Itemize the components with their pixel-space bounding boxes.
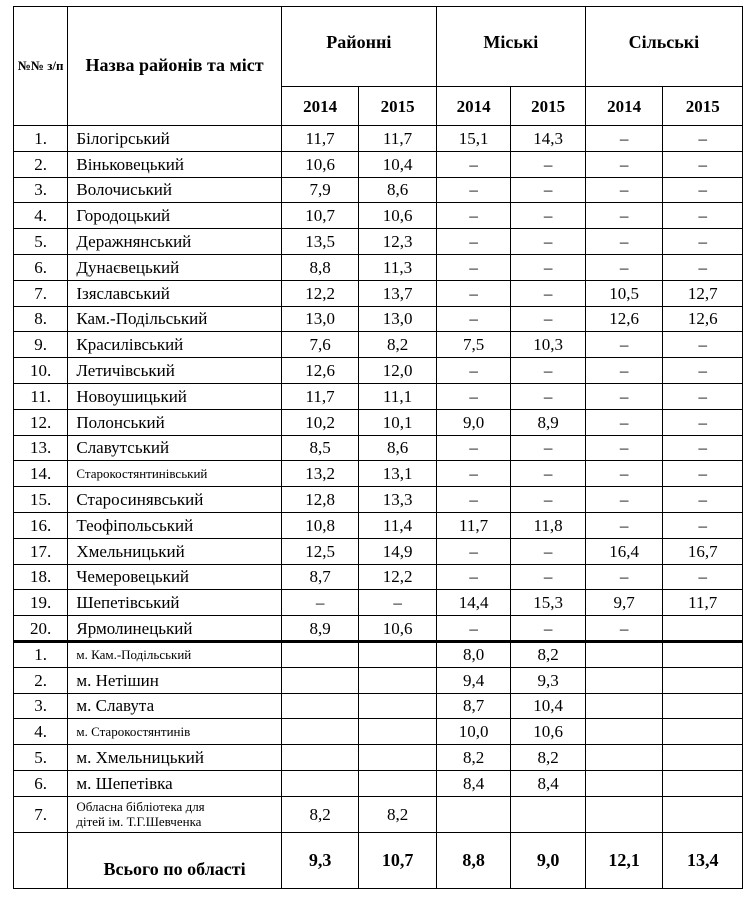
table-row	[14, 719, 743, 745]
value-cell: 9,4	[436, 667, 511, 693]
value-cell: –	[511, 461, 586, 487]
total-value: 12,1	[585, 832, 663, 888]
row-number: 8.	[14, 306, 68, 332]
header-number: №№ з/п	[14, 7, 68, 126]
value-cell	[281, 641, 359, 667]
table-row	[14, 770, 743, 796]
table-row	[14, 538, 743, 564]
value-cell: –	[585, 151, 663, 177]
value-cell: 13,0	[359, 306, 437, 332]
value-cell: –	[585, 126, 663, 152]
value-cell: 8,6	[359, 435, 437, 461]
row-number	[14, 832, 68, 888]
value-cell: 11,4	[359, 512, 437, 538]
row-name: Городоцький	[68, 203, 281, 229]
value-cell	[281, 745, 359, 771]
row-name: Новоушицький	[68, 383, 281, 409]
value-cell: –	[585, 461, 663, 487]
table-row	[14, 383, 743, 409]
value-cell	[436, 796, 511, 832]
value-cell: 7,6	[281, 332, 359, 358]
statistics-table	[13, 6, 743, 889]
row-number: 4.	[14, 719, 68, 745]
value-cell: 10,6	[359, 616, 437, 642]
value-cell	[585, 719, 663, 745]
value-cell: 15,3	[511, 590, 586, 616]
value-cell	[663, 616, 743, 642]
value-cell: 10,4	[359, 151, 437, 177]
row-number: 1.	[14, 126, 68, 152]
value-cell: 15,1	[436, 126, 511, 152]
value-cell: 10,2	[281, 409, 359, 435]
table-row	[14, 693, 743, 719]
value-cell: –	[436, 538, 511, 564]
table-row	[14, 564, 743, 590]
row-name: Віньковецький	[68, 151, 281, 177]
value-cell: 12,2	[281, 280, 359, 306]
value-cell: –	[436, 203, 511, 229]
value-cell: –	[663, 358, 743, 384]
row-name: м. Хмельницький	[68, 745, 281, 771]
value-cell: –	[663, 177, 743, 203]
value-cell: –	[436, 564, 511, 590]
value-cell	[663, 796, 743, 832]
value-cell: 13,0	[281, 306, 359, 332]
row-number: 1.	[14, 641, 68, 667]
value-cell: 10,8	[281, 512, 359, 538]
value-cell: 8,7	[436, 693, 511, 719]
value-cell: 10,3	[511, 332, 586, 358]
table-row	[14, 280, 743, 306]
table-row	[14, 487, 743, 513]
row-number: 4.	[14, 203, 68, 229]
value-cell	[663, 770, 743, 796]
row-number: 3.	[14, 693, 68, 719]
row-name: Старокостянтинівський	[68, 461, 281, 487]
table-row	[14, 254, 743, 280]
value-cell: –	[585, 512, 663, 538]
value-cell: 7,5	[436, 332, 511, 358]
value-cell	[663, 745, 743, 771]
table-row	[14, 409, 743, 435]
value-cell: 10,1	[359, 409, 437, 435]
value-cell: –	[585, 487, 663, 513]
row-name-line: дітей ім. Т.Г.Шевченка	[76, 814, 202, 830]
value-cell: 10,6	[281, 151, 359, 177]
value-cell	[663, 719, 743, 745]
row-number: 14.	[14, 461, 68, 487]
row-name: Дунаєвецький	[68, 254, 281, 280]
value-cell	[511, 796, 586, 832]
value-cell: 13,2	[281, 461, 359, 487]
row-name	[68, 796, 281, 832]
total-value: 9,3	[281, 832, 359, 888]
row-number: 5.	[14, 745, 68, 771]
row-name: Теофіпольський	[68, 512, 281, 538]
value-cell: –	[663, 332, 743, 358]
total-value: 10,7	[359, 832, 437, 888]
value-cell: 12,7	[663, 280, 743, 306]
row-name: Старосинявський	[68, 487, 281, 513]
value-cell: –	[663, 487, 743, 513]
value-cell: 8,8	[281, 254, 359, 280]
value-cell: 13,3	[359, 487, 437, 513]
value-cell: 9,7	[585, 590, 663, 616]
value-cell: –	[585, 229, 663, 255]
total-label: Всього по області	[68, 832, 281, 888]
value-cell: –	[585, 332, 663, 358]
header-name: Назва районів та міст	[68, 7, 281, 126]
value-cell: 11,7	[281, 383, 359, 409]
value-cell: –	[511, 564, 586, 590]
row-name: Полонський	[68, 409, 281, 435]
value-cell: –	[511, 151, 586, 177]
row-name: Шепетівський	[68, 590, 281, 616]
value-cell: –	[511, 383, 586, 409]
value-cell: –	[436, 254, 511, 280]
value-cell: 8,2	[511, 745, 586, 771]
value-cell: –	[663, 383, 743, 409]
total-value: 9,0	[511, 832, 586, 888]
value-cell: –	[511, 435, 586, 461]
header-district-libraries: Районні	[281, 7, 436, 87]
header-year: 2015	[663, 87, 743, 126]
value-cell	[359, 745, 437, 771]
value-cell: 8,9	[511, 409, 586, 435]
value-cell	[585, 796, 663, 832]
value-cell	[585, 667, 663, 693]
row-number: 3.	[14, 177, 68, 203]
value-cell: –	[436, 435, 511, 461]
value-cell: 10,0	[436, 719, 511, 745]
value-cell: 10,7	[281, 203, 359, 229]
total-value: 13,4	[663, 832, 743, 888]
table-row	[14, 358, 743, 384]
row-name-line: Обласна бібліотека для	[76, 798, 205, 814]
value-cell: 12,2	[359, 564, 437, 590]
value-cell: –	[436, 487, 511, 513]
value-cell: –	[663, 435, 743, 461]
value-cell: –	[436, 229, 511, 255]
value-cell: –	[663, 512, 743, 538]
value-cell: –	[585, 564, 663, 590]
value-cell: 12,6	[663, 306, 743, 332]
row-name: Чемеровецький	[68, 564, 281, 590]
value-cell: –	[585, 409, 663, 435]
header-year: 2014	[281, 87, 359, 126]
row-number: 17.	[14, 538, 68, 564]
value-cell: –	[436, 383, 511, 409]
row-name: Волочиський	[68, 177, 281, 203]
value-cell: –	[281, 590, 359, 616]
value-cell: –	[511, 358, 586, 384]
value-cell: 8,2	[436, 745, 511, 771]
value-cell: –	[511, 306, 586, 332]
value-cell: 12,6	[281, 358, 359, 384]
value-cell	[359, 641, 437, 667]
row-number: 5.	[14, 229, 68, 255]
row-number: 15.	[14, 487, 68, 513]
table-row	[14, 641, 743, 667]
value-cell: –	[511, 203, 586, 229]
header-year: 2015	[359, 87, 437, 126]
row-number: 19.	[14, 590, 68, 616]
value-cell: –	[585, 358, 663, 384]
value-cell: –	[436, 358, 511, 384]
table-row	[14, 667, 743, 693]
row-name: м. Старокостянтинів	[68, 719, 281, 745]
row-number: 11.	[14, 383, 68, 409]
value-cell	[585, 770, 663, 796]
value-cell: 14,3	[511, 126, 586, 152]
value-cell: 14,9	[359, 538, 437, 564]
table-row	[14, 126, 743, 152]
value-cell: –	[436, 280, 511, 306]
value-cell: 11,7	[436, 512, 511, 538]
total-row	[14, 832, 743, 888]
table-row	[14, 616, 743, 642]
value-cell: –	[663, 409, 743, 435]
value-cell: –	[511, 229, 586, 255]
value-cell: –	[359, 590, 437, 616]
row-name: Красилівський	[68, 332, 281, 358]
row-number: 6.	[14, 254, 68, 280]
row-number: 2.	[14, 667, 68, 693]
value-cell: –	[436, 461, 511, 487]
value-cell	[281, 667, 359, 693]
value-cell: 16,4	[585, 538, 663, 564]
header-year: 2015	[511, 87, 586, 126]
table-row	[14, 745, 743, 771]
value-cell: 9,0	[436, 409, 511, 435]
row-name: Ярмолинецький	[68, 616, 281, 642]
value-cell: 11,8	[511, 512, 586, 538]
value-cell: –	[436, 616, 511, 642]
value-cell: –	[585, 177, 663, 203]
value-cell: –	[663, 203, 743, 229]
value-cell: –	[663, 254, 743, 280]
row-number: 16.	[14, 512, 68, 538]
header-city-libraries: Міські	[436, 7, 585, 87]
value-cell	[663, 641, 743, 667]
value-cell: 10,4	[511, 693, 586, 719]
value-cell: –	[585, 435, 663, 461]
value-cell: 11,1	[359, 383, 437, 409]
value-cell: –	[663, 151, 743, 177]
value-cell: 13,5	[281, 229, 359, 255]
row-number: 20.	[14, 616, 68, 642]
row-name: Славутський	[68, 435, 281, 461]
row-number: 18.	[14, 564, 68, 590]
value-cell: 13,7	[359, 280, 437, 306]
value-cell: –	[436, 151, 511, 177]
value-cell: 8,7	[281, 564, 359, 590]
row-name: Летичівський	[68, 358, 281, 384]
value-cell: 8,4	[436, 770, 511, 796]
value-cell: –	[585, 203, 663, 229]
value-cell: 8,5	[281, 435, 359, 461]
value-cell: –	[585, 254, 663, 280]
value-cell: –	[663, 229, 743, 255]
value-cell: 10,6	[511, 719, 586, 745]
table-row	[14, 229, 743, 255]
row-name: Кам.-Подільський	[68, 306, 281, 332]
value-cell: –	[585, 616, 663, 642]
value-cell: 9,3	[511, 667, 586, 693]
value-cell: –	[436, 177, 511, 203]
value-cell	[281, 719, 359, 745]
value-cell: 8,4	[511, 770, 586, 796]
row-name: м. Шепетівка	[68, 770, 281, 796]
table-body	[14, 126, 743, 889]
row-name: Деражнянський	[68, 229, 281, 255]
value-cell: 11,7	[281, 126, 359, 152]
value-cell	[359, 667, 437, 693]
total-value: 8,8	[436, 832, 511, 888]
row-number: 10.	[14, 358, 68, 384]
value-cell: –	[585, 383, 663, 409]
value-cell: 8,2	[281, 796, 359, 832]
value-cell: –	[511, 616, 586, 642]
value-cell: 12,0	[359, 358, 437, 384]
value-cell: 8,2	[359, 796, 437, 832]
value-cell	[281, 770, 359, 796]
header-village-libraries: Сільські	[585, 7, 742, 87]
header-year: 2014	[585, 87, 663, 126]
value-cell: 14,4	[436, 590, 511, 616]
value-cell: 12,6	[585, 306, 663, 332]
row-name: м. Нетішин	[68, 667, 281, 693]
row-number: 6.	[14, 770, 68, 796]
value-cell: 10,5	[585, 280, 663, 306]
value-cell: 8,9	[281, 616, 359, 642]
value-cell: 10,6	[359, 203, 437, 229]
value-cell: 12,5	[281, 538, 359, 564]
row-name: Хмельницький	[68, 538, 281, 564]
table-row	[14, 435, 743, 461]
value-cell	[585, 693, 663, 719]
value-cell: –	[511, 177, 586, 203]
value-cell: 8,0	[436, 641, 511, 667]
row-name: Білогірський	[68, 126, 281, 152]
value-cell: 12,3	[359, 229, 437, 255]
value-cell: 7,9	[281, 177, 359, 203]
value-cell: 11,3	[359, 254, 437, 280]
value-cell: –	[663, 564, 743, 590]
value-cell	[359, 770, 437, 796]
value-cell	[281, 693, 359, 719]
value-cell: 8,2	[359, 332, 437, 358]
table-row	[14, 332, 743, 358]
row-number: 2.	[14, 151, 68, 177]
value-cell	[585, 641, 663, 667]
value-cell: 8,6	[359, 177, 437, 203]
row-number: 13.	[14, 435, 68, 461]
value-cell: –	[436, 306, 511, 332]
value-cell: 11,7	[663, 590, 743, 616]
value-cell: –	[511, 280, 586, 306]
table-row	[14, 203, 743, 229]
row-number: 12.	[14, 409, 68, 435]
table-row	[14, 512, 743, 538]
table-row	[14, 590, 743, 616]
table-row	[14, 306, 743, 332]
value-cell	[663, 667, 743, 693]
value-cell: 12,8	[281, 487, 359, 513]
table-row	[14, 796, 743, 832]
value-cell: 13,1	[359, 461, 437, 487]
value-cell	[359, 719, 437, 745]
table-row	[14, 177, 743, 203]
row-number: 9.	[14, 332, 68, 358]
row-number: 7.	[14, 796, 68, 832]
value-cell	[359, 693, 437, 719]
value-cell: 16,7	[663, 538, 743, 564]
value-cell: –	[511, 254, 586, 280]
row-name: Ізяславський	[68, 280, 281, 306]
value-cell	[585, 745, 663, 771]
table-row	[14, 461, 743, 487]
value-cell: –	[663, 461, 743, 487]
value-cell: 8,2	[511, 641, 586, 667]
row-number: 7.	[14, 280, 68, 306]
value-cell: 11,7	[359, 126, 437, 152]
value-cell: –	[663, 126, 743, 152]
value-cell	[663, 693, 743, 719]
value-cell: –	[511, 487, 586, 513]
row-name: м. Славута	[68, 693, 281, 719]
value-cell: –	[511, 538, 586, 564]
header-year: 2014	[436, 87, 511, 126]
row-name: м. Кам.-Подільський	[68, 641, 281, 667]
table-row	[14, 151, 743, 177]
